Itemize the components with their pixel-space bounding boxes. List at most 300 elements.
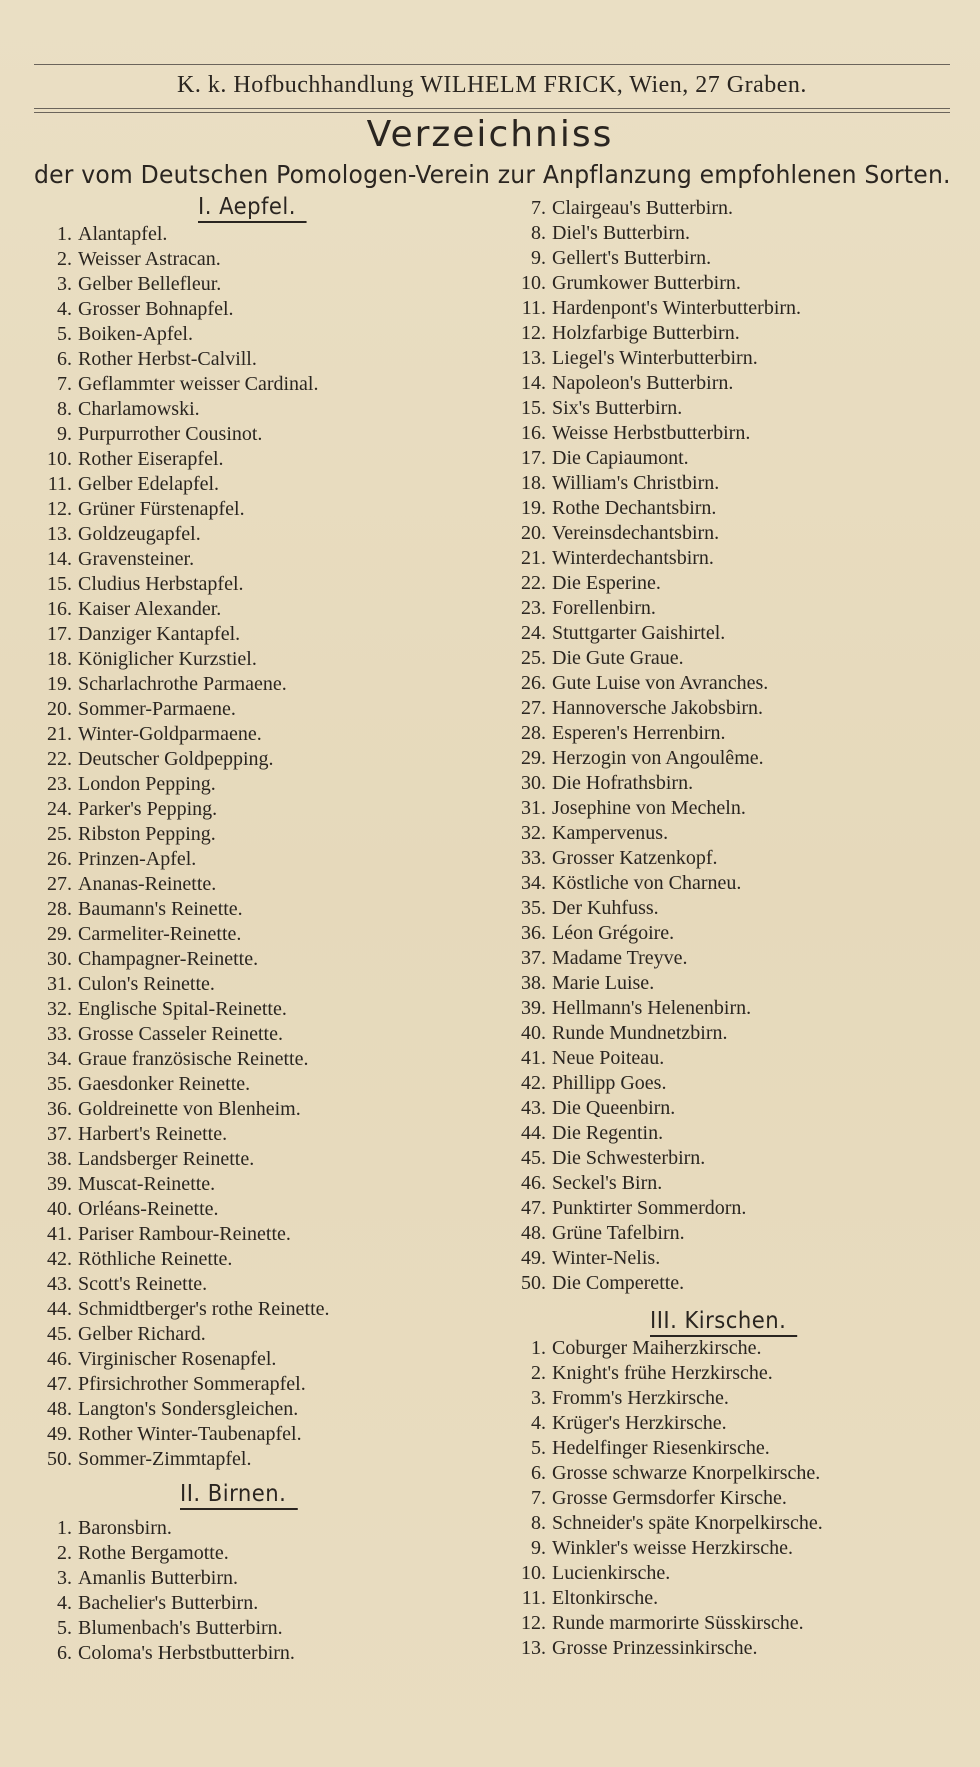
item-number: 28.: [521, 722, 546, 744]
item-name: Cludius Herbstapfel.: [78, 573, 244, 595]
item-name: Scott's Reinette.: [78, 1273, 208, 1295]
item-name: Scharlachrothe Parmaene.: [78, 673, 287, 695]
item-name: Krüger's Herzkirsche.: [552, 1412, 727, 1434]
list-item: [42, 1566, 295, 1591]
section-heading-kirschen: III. Kirschen.: [650, 1308, 787, 1334]
item-name: Sommer-Zimmtapfel.: [78, 1448, 252, 1470]
item-number: 34.: [47, 1048, 72, 1070]
item-name: Diel's Butterbirn.: [552, 222, 691, 244]
item-name: Alantapfel.: [78, 223, 168, 245]
list-item: [516, 471, 801, 496]
item-name: Bachelier's Butterbirn.: [78, 1592, 259, 1614]
item-name: Seckel's Birn.: [552, 1172, 663, 1194]
item-number: 6.: [531, 1462, 546, 1484]
item-number: 47.: [521, 1197, 546, 1219]
list-item: [42, 1272, 330, 1297]
list-item: [516, 896, 801, 921]
top-rule: [34, 64, 950, 65]
item-number: 24.: [521, 622, 546, 644]
item-number: 9.: [57, 423, 72, 445]
item-number: 13.: [521, 1637, 546, 1659]
list-item: [42, 847, 330, 872]
list-item: [516, 771, 801, 796]
item-name: Prinzen-Apfel.: [78, 848, 197, 870]
item-name: Geflammter weisser Cardinal.: [78, 373, 319, 395]
item-name: Der Kuhfuss.: [552, 897, 659, 919]
item-number: 1.: [531, 1337, 546, 1359]
item-name: Graue französische Reinette.: [78, 1048, 309, 1070]
list-item: [42, 447, 330, 472]
list-item: [516, 1586, 823, 1611]
list-item: [42, 597, 330, 622]
list-item: [42, 997, 330, 1022]
item-number: 48.: [521, 1222, 546, 1244]
item-number: 16.: [47, 598, 72, 620]
item-name: London Pepping.: [78, 773, 216, 795]
item-name: Phillipp Goes.: [552, 1072, 667, 1094]
item-name: Neue Poiteau.: [552, 1047, 665, 1069]
list-item: [42, 647, 330, 672]
item-name: Köstliche von Charneu.: [552, 872, 742, 894]
item-number: 48.: [47, 1398, 72, 1420]
list-item: [516, 721, 801, 746]
list-item: [42, 1122, 330, 1147]
item-number: 1.: [57, 1517, 72, 1539]
item-number: 11.: [47, 473, 72, 495]
list-item: [516, 221, 801, 246]
item-name: Champagner-Reinette.: [78, 948, 259, 970]
item-name: Grosse Casseler Reinette.: [78, 1023, 283, 1045]
item-number: 10.: [47, 448, 72, 470]
list-item: [516, 446, 801, 471]
item-name: Coburger Maiherzkirsche.: [552, 1337, 762, 1359]
list-item: [42, 247, 330, 272]
list-item: [42, 1422, 330, 1447]
item-name: Gelber Richard.: [78, 1323, 206, 1345]
item-name: Langton's Sondersgleichen.: [78, 1398, 299, 1420]
item-number: 9.: [531, 247, 546, 269]
list-item: [516, 871, 801, 896]
list-item: [42, 797, 330, 822]
item-name: Harbert's Reinette.: [78, 1123, 228, 1145]
list-item: [42, 772, 330, 797]
page-subtitle: der vom Deutschen Pomologen-Verein zur Anpflanzung empfohlenen Sorten.: [34, 160, 951, 189]
list-item: [42, 297, 330, 322]
item-name: Hardenpont's Winterbutterbirn.: [552, 297, 802, 319]
list-item: [42, 1222, 330, 1247]
item-number: 16.: [521, 422, 546, 444]
list-item: [42, 1372, 330, 1397]
item-name: Grosse Germsdorfer Kirsche.: [552, 1487, 787, 1509]
item-number: 49.: [521, 1247, 546, 1269]
item-name: Rothe Dechantsbirn.: [552, 497, 717, 519]
item-number: 28.: [47, 898, 72, 920]
item-number: 38.: [521, 972, 546, 994]
item-number: 50.: [521, 1272, 546, 1294]
item-number: 12.: [47, 498, 72, 520]
item-number: 5.: [57, 323, 72, 345]
item-number: 4.: [57, 298, 72, 320]
item-number: 4.: [57, 1592, 72, 1614]
item-number: 39.: [47, 1173, 72, 1195]
item-number: 44.: [521, 1122, 546, 1144]
list-item: [516, 421, 801, 446]
item-number: 6.: [57, 348, 72, 370]
item-number: 2.: [531, 1362, 546, 1384]
section-heading-aepfel: I. Aepfel.: [198, 194, 296, 220]
item-number: 29.: [521, 747, 546, 769]
item-number: 45.: [47, 1323, 72, 1345]
item-name: Hellmann's Helenenbirn.: [552, 997, 752, 1019]
item-name: Rother Herbst-Calvill.: [78, 348, 257, 370]
item-name: Blumenbach's Butterbirn.: [78, 1617, 283, 1639]
list-item: [516, 846, 801, 871]
list-item: [516, 1411, 823, 1436]
item-name: Danziger Kantapfel.: [78, 623, 241, 645]
list-item: [516, 1271, 801, 1296]
list-item: [516, 496, 801, 521]
item-number: 43.: [521, 1097, 546, 1119]
list-item: [42, 522, 330, 547]
item-name: Gaesdonker Reinette.: [78, 1073, 251, 1095]
item-name: Grosse schwarze Knorpelkirsche.: [552, 1462, 821, 1484]
item-number: 11.: [521, 297, 546, 319]
item-number: 15.: [521, 397, 546, 419]
list-item: [516, 1561, 823, 1586]
item-number: 8.: [57, 398, 72, 420]
page-title: Verzeichniss: [366, 114, 614, 155]
item-name: Winkler's weisse Herzkirsche.: [552, 1537, 794, 1559]
item-number: 11.: [521, 1587, 546, 1609]
item-name: Rother Eiserapfel.: [78, 448, 224, 470]
item-number: 8.: [531, 222, 546, 244]
list-item: [42, 222, 330, 247]
item-name: Hedelfinger Riesenkirsche.: [552, 1437, 770, 1459]
list-item: [42, 347, 330, 372]
item-name: Kaiser Alexander.: [78, 598, 222, 620]
item-name: Lucienkirsche.: [552, 1562, 671, 1584]
item-number: 3.: [531, 1387, 546, 1409]
item-name: Grosse Prinzessinkirsche.: [552, 1637, 758, 1659]
item-name: Winterdechantsbirn.: [552, 547, 714, 569]
item-name: Napoleon's Butterbirn.: [552, 372, 734, 394]
item-number: 47.: [47, 1373, 72, 1395]
list-item: [516, 1121, 801, 1146]
item-number: 14.: [47, 548, 72, 570]
list-item: [42, 747, 330, 772]
item-name: Winter-Goldparmaene.: [78, 723, 262, 745]
item-name: Purpurrother Cousinot.: [78, 423, 263, 445]
item-number: 8.: [531, 1512, 546, 1534]
item-number: 41.: [47, 1223, 72, 1245]
item-number: 9.: [531, 1537, 546, 1559]
list-item: [516, 1246, 801, 1271]
item-name: Baronsbirn.: [78, 1517, 172, 1539]
item-number: 38.: [47, 1148, 72, 1170]
item-name: Culon's Reinette.: [78, 973, 215, 995]
item-name: Röthliche Reinette.: [78, 1248, 233, 1270]
item-number: 12.: [521, 322, 546, 344]
list-item: [516, 671, 801, 696]
item-number: 40.: [521, 1022, 546, 1044]
item-number: 49.: [47, 1423, 72, 1445]
item-name: Six's Butterbirn.: [552, 397, 683, 419]
item-number: 23.: [521, 597, 546, 619]
list-item: [516, 1536, 823, 1561]
item-number: 10.: [521, 272, 546, 294]
list-item: [42, 1147, 330, 1172]
item-name: Die Schwesterbirn.: [552, 1147, 706, 1169]
item-name: Gravensteiner.: [78, 548, 195, 570]
item-number: 36.: [47, 1098, 72, 1120]
list-item: [42, 1447, 330, 1472]
list-item: [42, 622, 330, 647]
item-name: Weisser Astracan.: [78, 248, 221, 270]
list-item: [516, 596, 801, 621]
list-item: [516, 1221, 801, 1246]
item-number: 21.: [47, 723, 72, 745]
item-name: Grosser Katzenkopf.: [552, 847, 718, 869]
item-number: 37.: [47, 1123, 72, 1145]
item-name: William's Christbirn.: [552, 472, 720, 494]
item-name: Marie Luise.: [552, 972, 655, 994]
list-item: [42, 272, 330, 297]
item-name: Kampervenus.: [552, 822, 669, 844]
item-number: 46.: [47, 1348, 72, 1370]
item-number: 29.: [47, 923, 72, 945]
item-number: 46.: [521, 1172, 546, 1194]
item-name: Orléans-Reinette.: [78, 1198, 219, 1220]
item-number: 19.: [521, 497, 546, 519]
list-item: [516, 821, 801, 846]
item-number: 27.: [521, 697, 546, 719]
list-item: [516, 646, 801, 671]
item-name: Die Regentin.: [552, 1122, 664, 1144]
item-name: Die Esperine.: [552, 572, 661, 594]
item-name: Knight's frühe Herzkirsche.: [552, 1362, 773, 1384]
item-name: Stuttgarter Gaishirtel.: [552, 622, 726, 644]
item-name: Baumann's Reinette.: [78, 898, 243, 920]
list-item: [42, 822, 330, 847]
item-number: 31.: [521, 797, 546, 819]
list-item: [42, 322, 330, 347]
list-item: [42, 1322, 330, 1347]
item-number: 5.: [57, 1617, 72, 1639]
item-name: Boiken-Apfel.: [78, 323, 193, 345]
item-number: 10.: [521, 1562, 546, 1584]
item-number: 30.: [521, 772, 546, 794]
list-item: [516, 1461, 823, 1486]
item-name: Pfirsichrother Sommerapfel.: [78, 1373, 306, 1395]
item-number: 22.: [47, 748, 72, 770]
item-number: 14.: [521, 372, 546, 394]
list-item: [42, 1641, 295, 1666]
item-name: Hannoversche Jakobsbirn.: [552, 697, 764, 719]
list-item: [516, 1486, 823, 1511]
list-item: [42, 1022, 330, 1047]
item-name: Sommer-Parmaene.: [78, 698, 236, 720]
list-item: [516, 196, 801, 221]
item-name: Charlamowski.: [78, 398, 200, 420]
list-item: [516, 946, 801, 971]
list-item: [516, 1436, 823, 1461]
item-name: Gelber Edelapfel.: [78, 473, 220, 495]
item-number: 1.: [57, 223, 72, 245]
item-name: Vereinsdechantsbirn.: [552, 522, 720, 544]
item-name: Deutscher Goldpepping.: [78, 748, 274, 770]
item-number: 18.: [521, 472, 546, 494]
kirschen-list: [516, 1336, 823, 1661]
item-number: 17.: [47, 623, 72, 645]
item-name: Forellenbirn.: [552, 597, 656, 619]
item-number: 7.: [531, 1487, 546, 1509]
item-name: Ribston Pepping.: [78, 823, 216, 845]
item-name: Schmidtberger's rothe Reinette.: [78, 1298, 330, 1320]
list-item: [516, 1636, 823, 1661]
item-number: 32.: [47, 998, 72, 1020]
item-name: Die Hofrathsbirn.: [552, 772, 694, 794]
item-name: Esperen's Herrenbirn.: [552, 722, 726, 744]
item-number: 2.: [57, 248, 72, 270]
item-name: Weisse Herbstbutterbirn.: [552, 422, 751, 444]
publisher-line: K. k. Hofbuchhandlung WILHELM FRICK, Wien, 27 Graben.: [177, 72, 807, 98]
list-item: [42, 497, 330, 522]
list-item: [516, 996, 801, 1021]
item-number: 50.: [47, 1448, 72, 1470]
list-item: [42, 872, 330, 897]
list-item: [516, 1196, 801, 1221]
list-item: [42, 472, 330, 497]
item-name: Amanlis Butterbirn.: [78, 1567, 238, 1589]
item-number: 39.: [521, 997, 546, 1019]
list-item: [42, 1197, 330, 1222]
item-name: Königlicher Kurzstiel.: [78, 648, 257, 670]
list-item: [516, 1336, 823, 1361]
item-name: Goldzeugapfel.: [78, 523, 201, 545]
item-number: 3.: [57, 1567, 72, 1589]
item-name: Léon Grégoire.: [552, 922, 675, 944]
list-item: [42, 1297, 330, 1322]
header-rule: [34, 108, 950, 109]
list-item: [516, 1046, 801, 1071]
item-number: 34.: [521, 872, 546, 894]
list-item: [42, 1347, 330, 1372]
list-item: [42, 1047, 330, 1072]
list-item: [42, 972, 330, 997]
list-item: [516, 396, 801, 421]
item-name: Englische Spital-Reinette.: [78, 998, 287, 1020]
list-item: [516, 296, 801, 321]
item-name: Die Capiaumont.: [552, 447, 689, 469]
birnen-list-left: [42, 1516, 295, 1666]
item-name: Madame Treyve.: [552, 947, 688, 969]
item-number: 42.: [521, 1072, 546, 1094]
item-name: Die Gute Graue.: [552, 647, 684, 669]
list-item: [516, 1096, 801, 1121]
list-item: [516, 1386, 823, 1411]
item-number: 45.: [521, 1147, 546, 1169]
item-name: Josephine von Mecheln.: [552, 797, 746, 819]
list-item: [42, 572, 330, 597]
item-name: Runde Mundnetzbirn.: [552, 1022, 728, 1044]
item-number: 42.: [47, 1248, 72, 1270]
item-name: Coloma's Herbstbutterbirn.: [78, 1642, 295, 1664]
item-name: Muscat-Reinette.: [78, 1173, 216, 1195]
item-number: 24.: [47, 798, 72, 820]
list-item: [516, 321, 801, 346]
item-number: 25.: [521, 647, 546, 669]
item-number: 32.: [521, 822, 546, 844]
item-number: 18.: [47, 648, 72, 670]
item-number: 17.: [521, 447, 546, 469]
item-number: 7.: [531, 197, 546, 219]
list-item: [42, 422, 330, 447]
item-name: Gelber Bellefleur.: [78, 273, 222, 295]
list-item: [42, 697, 330, 722]
list-item: [42, 1172, 330, 1197]
item-name: Grumkower Butterbirn.: [552, 272, 741, 294]
list-item: [516, 746, 801, 771]
list-item: [516, 921, 801, 946]
item-number: 26.: [47, 848, 72, 870]
item-name: Pariser Rambour-Reinette.: [78, 1223, 291, 1245]
item-name: Ananas-Reinette.: [78, 873, 217, 895]
item-number: 25.: [47, 823, 72, 845]
item-number: 35.: [47, 1073, 72, 1095]
item-number: 41.: [521, 1047, 546, 1069]
list-item: [42, 1397, 330, 1422]
list-item: [42, 1516, 295, 1541]
item-name: Landsberger Reinette.: [78, 1148, 255, 1170]
item-number: 31.: [47, 973, 72, 995]
list-item: [42, 397, 330, 422]
list-item: [516, 546, 801, 571]
item-number: 21.: [521, 547, 546, 569]
item-number: 35.: [521, 897, 546, 919]
item-number: 19.: [47, 673, 72, 695]
list-item: [516, 1071, 801, 1096]
birnen-list-right: [516, 196, 801, 1296]
list-item: [516, 1611, 823, 1636]
item-name: Virginischer Rosenapfel.: [78, 1348, 277, 1370]
item-number: 43.: [47, 1273, 72, 1295]
item-name: Winter-Nelis.: [552, 1247, 661, 1269]
list-item: [516, 1361, 823, 1386]
item-number: 37.: [521, 947, 546, 969]
item-name: Die Comperette.: [552, 1272, 685, 1294]
item-name: Parker's Pepping.: [78, 798, 218, 820]
item-number: 13.: [47, 523, 72, 545]
list-item: [516, 1021, 801, 1046]
list-item: [516, 1146, 801, 1171]
item-number: 22.: [521, 572, 546, 594]
item-name: Punktirter Sommerdorn.: [552, 1197, 747, 1219]
item-number: 15.: [47, 573, 72, 595]
list-item: [42, 372, 330, 397]
list-item: [516, 371, 801, 396]
item-number: 33.: [521, 847, 546, 869]
list-item: [42, 1616, 295, 1641]
list-item: [42, 1591, 295, 1616]
list-item: [42, 722, 330, 747]
item-name: Rother Winter-Taubenapfel.: [78, 1423, 302, 1445]
list-item: [516, 796, 801, 821]
item-number: 2.: [57, 1542, 72, 1564]
list-item: [516, 1511, 823, 1536]
item-name: Gute Luise von Avranches.: [552, 672, 769, 694]
list-item: [516, 246, 801, 271]
item-number: 44.: [47, 1298, 72, 1320]
